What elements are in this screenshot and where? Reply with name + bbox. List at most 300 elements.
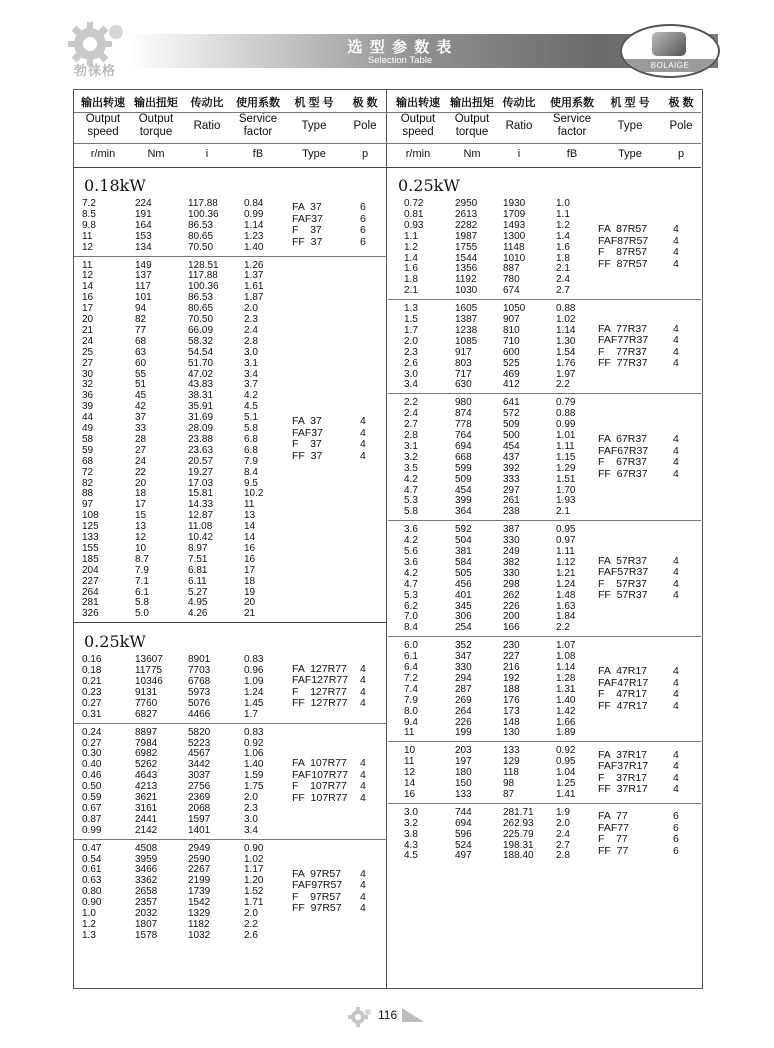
output-torque-cell: 17 bbox=[135, 499, 147, 511]
header-rule bbox=[74, 143, 701, 144]
output-speed-cell: 44 bbox=[82, 412, 94, 424]
ratio-cell: 226 bbox=[503, 600, 520, 612]
output-speed-cell: 4.2 bbox=[404, 567, 418, 579]
pole-cell: 4 4 4 4 bbox=[360, 415, 366, 462]
output-torque-cell: 8.7 bbox=[135, 553, 149, 565]
ratio-cell: 8.97 bbox=[188, 542, 208, 554]
output-speed-cell: 0.72 bbox=[404, 198, 424, 209]
output-speed-cell: 5.3 bbox=[404, 495, 418, 507]
output-speed-cell: 32 bbox=[82, 379, 94, 391]
header-cn-2: 传动比 bbox=[502, 97, 536, 109]
ratio-cell: 98 bbox=[503, 778, 515, 789]
output-torque-cell: 27 bbox=[135, 444, 147, 456]
output-torque-cell: 599 bbox=[455, 462, 472, 474]
service-factor-cell: 3.7 bbox=[244, 379, 258, 391]
service-factor-cell: 1.70 bbox=[556, 484, 576, 496]
output-torque-cell: 137 bbox=[135, 270, 152, 282]
output-torque-cell: 2613 bbox=[455, 208, 478, 220]
output-torque-cell: 306 bbox=[455, 611, 472, 623]
output-speed-cell: 0.87 bbox=[82, 813, 102, 825]
pole-cell: 4 4 4 4 bbox=[673, 322, 679, 370]
header-en-2: Ratio bbox=[505, 120, 533, 132]
ratio-cell: 298 bbox=[503, 578, 520, 590]
page-number: 116 bbox=[378, 1008, 398, 1022]
output-torque-cell: 694 bbox=[455, 440, 472, 452]
service-factor-cell: 1.02 bbox=[244, 853, 264, 865]
output-speed-cell: 8.0 bbox=[404, 705, 418, 717]
output-speed-cell: 68 bbox=[82, 455, 94, 467]
service-factor-cell: 1.7 bbox=[244, 708, 258, 720]
ratio-cell: 129 bbox=[503, 756, 520, 768]
service-factor-cell: 3.4 bbox=[244, 824, 258, 836]
output-torque-cell: 22 bbox=[135, 466, 147, 478]
output-speed-cell: 0.54 bbox=[82, 853, 102, 865]
service-factor-cell: 2.7 bbox=[556, 285, 570, 297]
output-speed-cell: 3.6 bbox=[404, 556, 418, 568]
header-unit-2: i bbox=[205, 148, 209, 160]
output-speed-cell: 2.7 bbox=[404, 419, 418, 431]
pole-cell: 4 4 4 4 bbox=[673, 554, 679, 602]
output-torque-cell: 63 bbox=[135, 346, 147, 358]
ratio-cell: 1050 bbox=[503, 303, 526, 315]
output-torque-cell: 1807 bbox=[135, 918, 158, 930]
output-speed-cell: 125 bbox=[82, 521, 99, 533]
service-factor-cell: 11 bbox=[244, 499, 255, 511]
group-rule bbox=[388, 803, 701, 804]
output-torque-cell: 10346 bbox=[135, 676, 163, 687]
output-torque-cell: 1356 bbox=[455, 263, 478, 275]
ratio-cell: 225.79 bbox=[503, 828, 534, 840]
output-torque-cell: 3466 bbox=[135, 864, 158, 876]
ratio-cell: 8901 bbox=[188, 654, 211, 666]
output-speed-cell: 1.3 bbox=[82, 929, 96, 941]
type-cell: FA 47R17 FAF47R17 F 47R17 FF 47R17 bbox=[598, 665, 649, 712]
service-factor-cell: 1.71 bbox=[244, 897, 264, 909]
service-factor-cell: 2.7 bbox=[556, 839, 570, 851]
output-torque-cell: 1085 bbox=[455, 335, 478, 347]
output-torque-cell: 101 bbox=[135, 292, 152, 304]
ratio-cell: 70.50 bbox=[188, 241, 214, 253]
ratio-cell: 216 bbox=[503, 662, 520, 673]
service-factor-cell: 2.4 bbox=[556, 274, 570, 286]
service-factor-cell: 1.11 bbox=[556, 440, 575, 452]
output-torque-cell: 803 bbox=[455, 357, 472, 369]
output-speed-cell: 0.90 bbox=[82, 897, 102, 909]
output-speed-cell: 4.7 bbox=[404, 578, 418, 590]
output-torque-cell: 3161 bbox=[135, 802, 158, 814]
type-cell: FA 107R77 FAF107R77 F 107R77 FF 107R77 bbox=[292, 757, 349, 804]
output-speed-cell: 25 bbox=[82, 346, 94, 358]
service-factor-cell: 1.63 bbox=[556, 600, 576, 612]
output-speed-cell: 227 bbox=[82, 575, 99, 587]
ratio-cell: 117.88 bbox=[188, 198, 218, 209]
header-unit-4: Type bbox=[302, 148, 326, 160]
ratio-cell: 387 bbox=[503, 524, 520, 536]
ratio-cell: 28.09 bbox=[188, 423, 214, 434]
ratio-cell: 780 bbox=[503, 274, 520, 286]
output-speed-cell: 4.7 bbox=[404, 484, 418, 496]
output-speed-cell: 9.8 bbox=[82, 219, 96, 231]
service-factor-cell: 1.52 bbox=[244, 886, 264, 898]
output-speed-cell: 1.6 bbox=[404, 263, 418, 275]
output-speed-cell: 59 bbox=[82, 444, 94, 456]
header-en-2: Ratio bbox=[193, 120, 221, 132]
header-cn-4: 机 型 号 bbox=[610, 97, 650, 109]
service-factor-cell: 0.95 bbox=[556, 756, 576, 768]
service-factor-cell: 0.88 bbox=[556, 408, 576, 420]
output-torque-cell: 226 bbox=[455, 716, 472, 728]
output-torque-cell: 1192 bbox=[455, 274, 477, 286]
output-torque-cell: 401 bbox=[455, 589, 472, 601]
pole-cell: 4 4 4 4 bbox=[673, 665, 679, 712]
service-factor-cell: 0.99 bbox=[556, 419, 576, 431]
service-factor-cell: 1.87 bbox=[244, 292, 264, 304]
header-cn-1: 输出扭矩 bbox=[134, 97, 178, 109]
type-cell: FA 37 FAF37 F 37 FF 37 bbox=[292, 201, 323, 248]
output-speed-cell: 3.0 bbox=[404, 806, 418, 818]
output-torque-cell: 668 bbox=[455, 451, 472, 463]
ratio-cell: 2199 bbox=[188, 875, 211, 887]
header-cn-4: 机 型 号 bbox=[294, 97, 334, 109]
service-factor-cell: 2.0 bbox=[244, 303, 258, 315]
output-speed-cell: 11 bbox=[404, 727, 415, 739]
ratio-cell: 238 bbox=[503, 506, 520, 518]
logo-text: BOLAIGE bbox=[650, 61, 690, 70]
ratio-cell: 2756 bbox=[188, 781, 211, 793]
service-factor-cell: 0.99 bbox=[244, 208, 264, 220]
header-cn-0: 输出转速 bbox=[81, 97, 125, 109]
ratio-cell: 23.88 bbox=[188, 433, 214, 445]
ratio-cell: 5973 bbox=[188, 686, 211, 698]
output-speed-cell: 0.47 bbox=[82, 842, 102, 854]
service-factor-cell: 1.75 bbox=[244, 781, 264, 793]
output-torque-cell: 3362 bbox=[135, 875, 158, 887]
output-speed-cell: 12 bbox=[404, 767, 416, 779]
ratio-cell: 469 bbox=[503, 368, 520, 380]
output-speed-cell: 8.5 bbox=[82, 208, 96, 220]
ratio-cell: 1300 bbox=[503, 230, 526, 242]
output-speed-cell: 7.4 bbox=[404, 683, 418, 695]
service-factor-cell: 1.97 bbox=[556, 368, 576, 380]
service-factor-cell: 4.5 bbox=[244, 401, 258, 413]
ratio-cell: 100.36 bbox=[188, 281, 219, 293]
ratio-cell: 710 bbox=[503, 335, 520, 347]
service-factor-cell: 1.48 bbox=[556, 589, 576, 601]
section-title: 0.25kW bbox=[398, 176, 460, 195]
output-speed-cell: 0.46 bbox=[82, 770, 102, 782]
output-torque-cell: 42 bbox=[135, 401, 147, 413]
output-speed-cell: 30 bbox=[82, 368, 94, 380]
output-torque-cell: 269 bbox=[455, 694, 472, 706]
header-cn-5: 极 数 bbox=[352, 97, 378, 109]
output-torque-cell: 6982 bbox=[135, 748, 158, 760]
output-torque-cell: 347 bbox=[455, 651, 472, 663]
output-speed-cell: 155 bbox=[82, 542, 99, 554]
output-speed-cell: 3.0 bbox=[404, 368, 418, 380]
service-factor-cell: 5.8 bbox=[244, 423, 258, 434]
ratio-cell: 1182 bbox=[188, 918, 210, 930]
ratio-cell: 38.31 bbox=[188, 390, 214, 402]
output-torque-cell: 7.1 bbox=[135, 575, 149, 587]
output-torque-cell: 2282 bbox=[455, 219, 478, 231]
service-factor-cell: 1.14 bbox=[556, 662, 576, 673]
output-torque-cell: 133 bbox=[455, 788, 472, 800]
output-torque-cell: 364 bbox=[455, 506, 472, 518]
service-factor-cell: 1.14 bbox=[244, 219, 264, 231]
service-factor-cell: 1.93 bbox=[556, 495, 576, 507]
output-torque-cell: 12 bbox=[135, 532, 147, 543]
output-speed-cell: 7.2 bbox=[82, 198, 96, 209]
output-speed-cell: 9.4 bbox=[404, 716, 418, 728]
output-speed-cell: 1.2 bbox=[404, 241, 418, 253]
service-factor-cell: 21 bbox=[244, 608, 256, 620]
output-speed-cell: 1.1 bbox=[404, 230, 418, 242]
output-torque-cell: 6.1 bbox=[135, 586, 149, 598]
service-factor-cell: 0.83 bbox=[244, 726, 264, 738]
header-unit-5: p bbox=[677, 148, 685, 160]
ratio-cell: 1597 bbox=[188, 813, 211, 825]
header-unit-0: r/min bbox=[90, 148, 116, 160]
ratio-cell: 80.65 bbox=[188, 303, 214, 315]
ratio-cell: 188.40 bbox=[503, 850, 534, 862]
service-factor-cell: 2.8 bbox=[556, 850, 570, 862]
output-speed-cell: 3.5 bbox=[404, 462, 418, 474]
output-torque-cell: 9131 bbox=[135, 686, 158, 698]
output-torque-cell: 203 bbox=[455, 745, 472, 757]
group-rule bbox=[388, 299, 701, 300]
output-speed-cell: 11 bbox=[82, 259, 93, 271]
ratio-cell: 2590 bbox=[188, 853, 211, 865]
ratio-cell: 262 bbox=[503, 589, 520, 601]
ratio-cell: 12.87 bbox=[188, 510, 214, 522]
output-torque-cell: 694 bbox=[455, 817, 472, 829]
output-torque-cell: 117 bbox=[135, 281, 151, 293]
service-factor-cell: 5.1 bbox=[244, 412, 258, 424]
output-torque-cell: 60 bbox=[135, 357, 147, 369]
output-speed-cell: 326 bbox=[82, 608, 99, 620]
output-torque-cell: 778 bbox=[455, 419, 472, 431]
output-torque-cell: 1605 bbox=[455, 303, 478, 315]
footer-gear-icon bbox=[346, 1006, 376, 1032]
ratio-cell: 133 bbox=[503, 745, 520, 757]
ratio-cell: 4567 bbox=[188, 748, 211, 760]
output-torque-cell: 1387 bbox=[455, 314, 478, 325]
ratio-cell: 3037 bbox=[188, 770, 211, 782]
type-cell: FA 57R37 FAF57R37 F 57R37 FF 57R37 bbox=[598, 554, 649, 602]
output-speed-cell: 0.16 bbox=[82, 654, 102, 666]
ratio-cell: 262.93 bbox=[503, 817, 534, 829]
service-factor-cell: 0.90 bbox=[244, 842, 264, 854]
service-factor-cell: 1.6 bbox=[556, 241, 570, 253]
ratio-cell: 43.83 bbox=[188, 379, 214, 391]
ratio-cell: 2068 bbox=[188, 802, 211, 814]
output-speed-cell: 0.99 bbox=[82, 824, 102, 836]
output-torque-cell: 352 bbox=[455, 640, 472, 652]
output-speed-cell: 0.27 bbox=[82, 737, 102, 749]
ratio-cell: 5.27 bbox=[188, 586, 208, 598]
output-torque-cell: 7760 bbox=[135, 697, 158, 709]
header-cn-3: 使用系数 bbox=[550, 97, 594, 109]
service-factor-cell: 1.11 bbox=[556, 546, 575, 557]
ratio-cell: 412 bbox=[503, 379, 520, 391]
output-speed-cell: 185 bbox=[82, 553, 99, 565]
output-torque-cell: 11775 bbox=[135, 665, 163, 677]
service-factor-cell: 2.0 bbox=[244, 908, 258, 919]
type-cell: FA 77 FAF77 F 77 FF 77 bbox=[598, 810, 629, 857]
header-en-3: Service factor bbox=[552, 113, 592, 138]
output-speed-cell: 27 bbox=[82, 357, 94, 369]
ratio-cell: 20.57 bbox=[188, 455, 214, 467]
pole-cell: 4 4 4 4 bbox=[360, 757, 366, 804]
pole-cell: 4 4 4 4 bbox=[360, 662, 366, 710]
service-factor-cell: 8.4 bbox=[244, 466, 258, 478]
ratio-cell: 17.03 bbox=[188, 477, 214, 489]
output-torque-cell: 2032 bbox=[135, 908, 158, 919]
ratio-cell: 128.51 bbox=[188, 259, 219, 271]
output-torque-cell: 13607 bbox=[135, 654, 163, 666]
ratio-cell: 641 bbox=[503, 397, 520, 409]
ratio-cell: 7.51 bbox=[188, 553, 208, 565]
service-factor-cell: 14 bbox=[244, 521, 256, 533]
service-factor-cell: 1.8 bbox=[556, 252, 570, 264]
service-factor-cell: 14 bbox=[244, 532, 256, 543]
output-torque-cell: 509 bbox=[455, 473, 472, 485]
header-en-0: Output speed bbox=[400, 113, 436, 138]
output-speed-cell: 0.23 bbox=[82, 686, 102, 698]
ratio-cell: 392 bbox=[503, 462, 520, 474]
service-factor-cell: 1.40 bbox=[244, 759, 264, 771]
output-torque-cell: 2357 bbox=[135, 897, 158, 909]
ratio-cell: 19.27 bbox=[188, 466, 214, 478]
output-speed-cell: 4.2 bbox=[404, 473, 418, 485]
service-factor-cell: 3.1 bbox=[244, 357, 258, 369]
output-torque-cell: 5.8 bbox=[135, 597, 149, 609]
output-speed-cell: 7.0 bbox=[404, 611, 418, 623]
output-speed-cell: 11 bbox=[82, 230, 93, 242]
output-speed-cell: 7.9 bbox=[404, 694, 418, 706]
output-torque-cell: 4508 bbox=[135, 842, 158, 854]
service-factor-cell: 0.84 bbox=[244, 198, 264, 209]
output-torque-cell: 980 bbox=[455, 397, 472, 409]
ratio-cell: 166 bbox=[503, 622, 520, 634]
group-rule bbox=[74, 839, 387, 840]
ratio-cell: 509 bbox=[503, 419, 520, 431]
output-torque-cell: 134 bbox=[135, 241, 152, 253]
service-factor-cell: 1.06 bbox=[244, 748, 264, 760]
output-speed-cell: 2.0 bbox=[404, 335, 418, 347]
output-speed-cell: 0.31 bbox=[82, 708, 102, 720]
service-factor-cell: 1.12 bbox=[556, 556, 576, 568]
output-torque-cell: 18 bbox=[135, 488, 147, 500]
output-speed-cell: 0.80 bbox=[82, 886, 102, 898]
pole-cell: 6 6 6 6 bbox=[673, 810, 679, 857]
output-speed-cell: 6.4 bbox=[404, 662, 418, 673]
service-factor-cell: 1.66 bbox=[556, 716, 576, 728]
service-factor-cell: 1.0 bbox=[556, 198, 570, 209]
footer-arrow bbox=[402, 1008, 424, 1022]
service-factor-cell: 1.42 bbox=[556, 705, 576, 717]
output-torque-cell: 24 bbox=[135, 455, 147, 467]
type-cell: FA 37 FAF37 F 37 FF 37 bbox=[292, 415, 323, 462]
output-speed-cell: 3.4 bbox=[404, 379, 418, 391]
output-torque-cell: 287 bbox=[455, 683, 472, 695]
ratio-cell: 6.81 bbox=[188, 564, 208, 576]
ratio-cell: 130 bbox=[503, 727, 520, 739]
service-factor-cell: 0.97 bbox=[556, 535, 576, 547]
output-torque-cell: 164 bbox=[135, 219, 152, 231]
service-factor-cell: 1.51 bbox=[556, 473, 576, 485]
ratio-cell: 5820 bbox=[188, 726, 211, 738]
pole-cell: 4 4 4 4 bbox=[673, 748, 679, 796]
ratio-cell: 333 bbox=[503, 473, 520, 485]
output-torque-cell: 7.9 bbox=[135, 564, 149, 576]
output-torque-cell: 4643 bbox=[135, 770, 158, 782]
type-cell: FA 97R57 FAF97R57 F 97R57 FF 97R57 bbox=[292, 867, 343, 915]
output-torque-cell: 37 bbox=[135, 412, 147, 424]
output-torque-cell: 254 bbox=[455, 622, 472, 634]
output-speed-cell: 2.6 bbox=[404, 357, 418, 369]
output-speed-cell: 108 bbox=[82, 510, 99, 522]
ratio-cell: 2369 bbox=[188, 792, 211, 803]
output-speed-cell: 14 bbox=[404, 778, 416, 789]
service-factor-cell: 16 bbox=[244, 542, 256, 554]
output-speed-cell: 264 bbox=[82, 586, 99, 598]
output-speed-cell: 0.63 bbox=[82, 875, 102, 887]
ratio-cell: 117.88 bbox=[188, 270, 218, 282]
ratio-cell: 192 bbox=[503, 672, 520, 684]
output-torque-cell: 33 bbox=[135, 423, 147, 434]
ratio-cell: 1010 bbox=[503, 252, 526, 264]
output-torque-cell: 1238 bbox=[455, 324, 478, 336]
header-en-4: Type bbox=[301, 120, 327, 132]
header-rule bbox=[74, 167, 701, 168]
gearbox-icon bbox=[652, 32, 686, 56]
ratio-cell: 86.53 bbox=[188, 292, 214, 304]
output-torque-cell: 874 bbox=[455, 408, 472, 420]
ratio-cell: 810 bbox=[503, 324, 520, 336]
pole-cell: 4 4 4 4 bbox=[360, 867, 366, 915]
output-speed-cell: 3.8 bbox=[404, 828, 418, 840]
output-torque-cell: 20 bbox=[135, 477, 147, 489]
output-speed-cell: 2.8 bbox=[404, 430, 418, 441]
ratio-cell: 51.70 bbox=[188, 357, 214, 369]
ratio-cell: 261 bbox=[503, 495, 520, 507]
output-torque-cell: 1544 bbox=[455, 252, 478, 264]
service-factor-cell: 1.28 bbox=[556, 672, 576, 684]
service-factor-cell: 1.17 bbox=[244, 864, 264, 876]
output-speed-cell: 6.1 bbox=[404, 651, 418, 663]
service-factor-cell: 13 bbox=[244, 510, 256, 522]
output-speed-cell: 4.2 bbox=[404, 535, 418, 547]
service-factor-cell: 2.4 bbox=[244, 324, 258, 336]
service-factor-cell: 2.2 bbox=[556, 379, 570, 391]
output-speed-cell: 8.4 bbox=[404, 622, 418, 634]
service-factor-cell: 2.1 bbox=[556, 506, 570, 518]
service-factor-cell: 1.76 bbox=[556, 357, 576, 369]
service-factor-cell: 10.2 bbox=[244, 488, 264, 500]
service-factor-cell: 2.4 bbox=[556, 828, 570, 840]
output-speed-cell: 16 bbox=[404, 788, 416, 800]
output-speed-cell: 20 bbox=[82, 314, 94, 325]
service-factor-cell: 2.3 bbox=[244, 314, 258, 325]
output-torque-cell: 1987 bbox=[455, 230, 478, 242]
ratio-cell: 1032 bbox=[188, 929, 211, 941]
output-torque-cell: 2950 bbox=[455, 198, 478, 209]
service-factor-cell: 1.37 bbox=[244, 270, 264, 282]
output-speed-cell: 133 bbox=[82, 532, 99, 543]
ratio-cell: 249 bbox=[503, 546, 520, 557]
service-factor-cell: 1.15 bbox=[556, 451, 576, 463]
